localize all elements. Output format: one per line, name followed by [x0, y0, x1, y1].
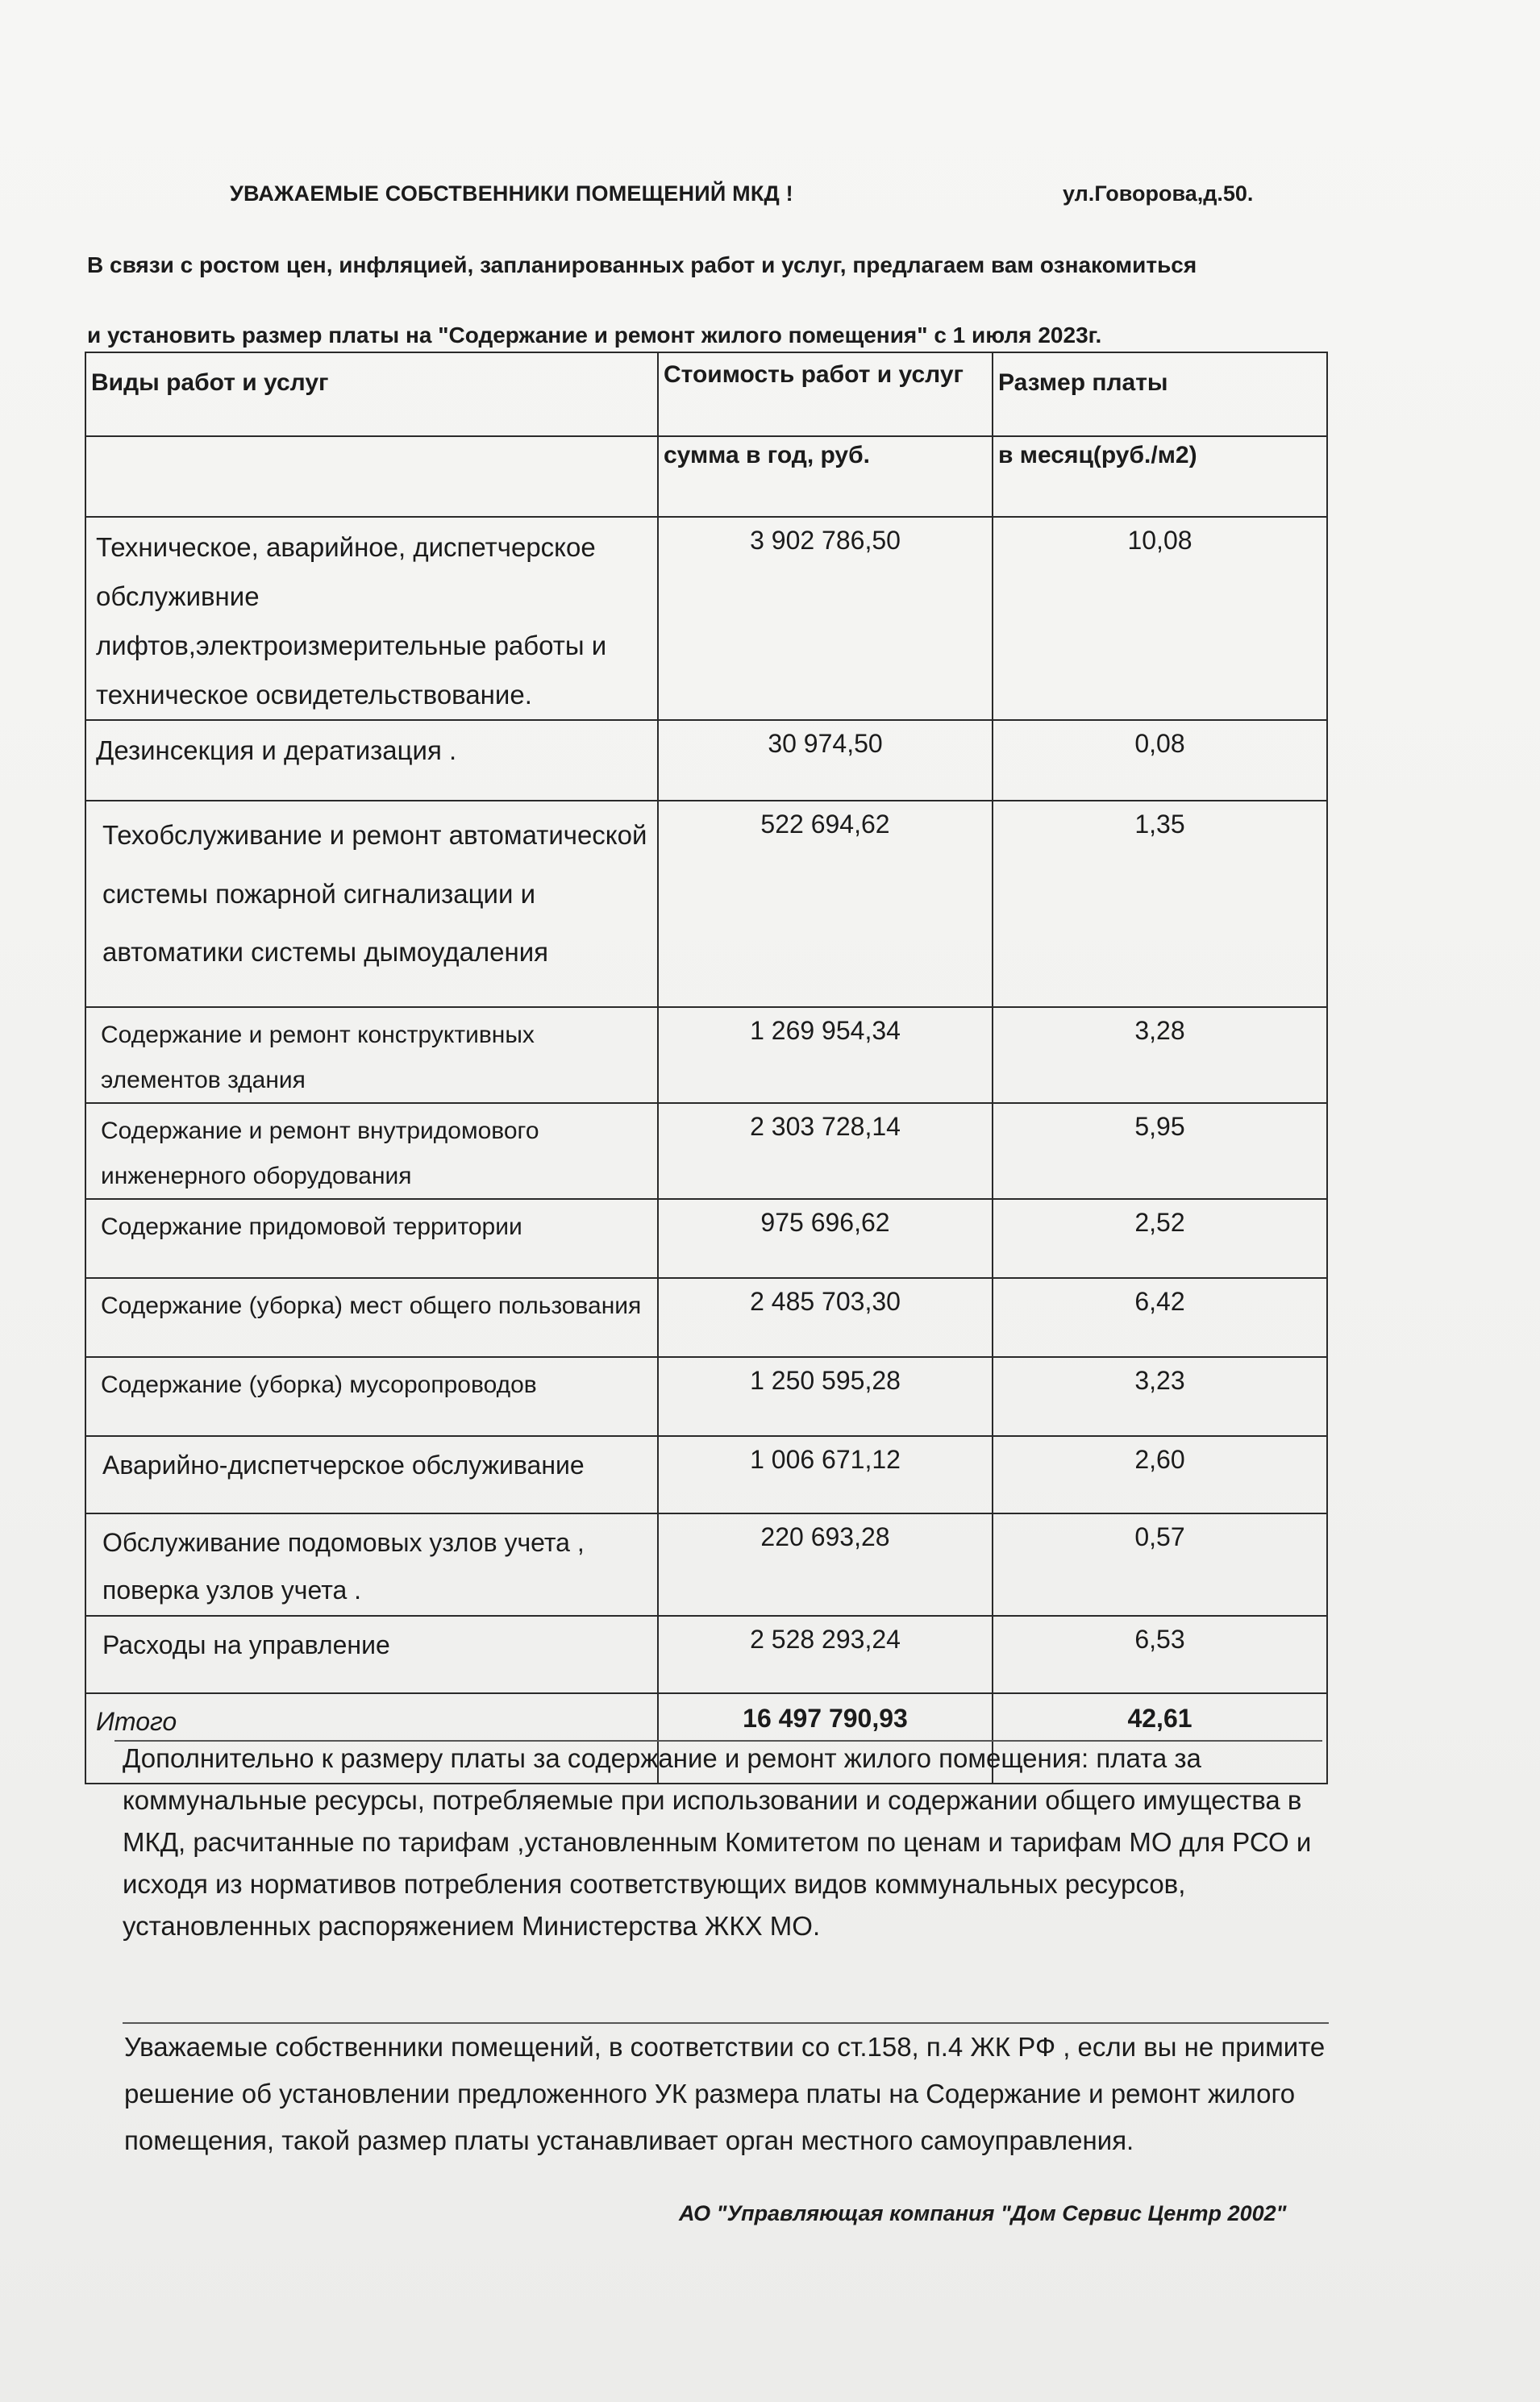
company-signature: АО "Управляющая компания "Дом Сервис Центр 2002": [679, 2201, 1287, 2225]
service-rate: 3,23: [1134, 1366, 1185, 1396]
total-label: Итого: [96, 1706, 177, 1736]
service-rate: 3,28: [1134, 1016, 1185, 1046]
intro-line-2: и установить размер платы на "Содержание и ремонт жилого помещения" с 1 июля 2023г.: [87, 323, 1102, 348]
header-cost-unit: сумма в год, руб.: [664, 442, 870, 468]
legal-notice-paragraph: Уважаемые собственники помещений, в соответствии со ст.158, п.4 ЖК РФ , если вы не примите решение об установлении предложенного УК размера платы на Содержание и ремонт жилого помещения, такой размер платы устанавливает орган местного самоуправления.: [124, 2032, 1326, 2155]
service-rate: 5,95: [1134, 1112, 1185, 1142]
table-row: [85, 1007, 1327, 1103]
table-row: [85, 1103, 1327, 1199]
header-cell: [993, 352, 1327, 436]
service-sum: 1 250 595,28: [750, 1366, 901, 1396]
tariff-table: [85, 352, 1328, 1784]
service-sum: 975 696,62: [760, 1208, 890, 1238]
table-row: [85, 517, 1327, 720]
service-name: Техническое, аварийное, диспетчерское обслуживние лифтов,электроизмерительные работы и техническое освидетельствование.: [96, 532, 607, 710]
service-sum: 2 303 728,14: [750, 1112, 901, 1142]
table-row: [85, 1513, 1327, 1615]
service-rate: 2,52: [1134, 1208, 1185, 1238]
table-row: [85, 801, 1327, 1007]
service-sum: 30 974,50: [768, 729, 883, 759]
service-name: Обслуживание подомовых узлов учета , поверка узлов учета .: [102, 1528, 585, 1605]
service-sum: 2 528 293,24: [750, 1624, 901, 1654]
service-rate: 10,08: [1127, 526, 1192, 555]
service-name: Содержание придомовой территории: [101, 1213, 522, 1241]
address: ул.Говорова,д.50.: [1063, 181, 1254, 206]
service-name: Содержание (уборка) мест общего пользования: [101, 1293, 642, 1320]
table-row: [85, 1278, 1327, 1357]
header-cell: [658, 436, 993, 517]
table-row: [85, 720, 1327, 801]
header-cost: Стоимость работ и услуг: [664, 361, 964, 388]
table-row: [85, 1616, 1327, 1693]
service-rate: 2,60: [1134, 1445, 1185, 1475]
service-name: Аварийно-диспетчерское обслуживание: [102, 1451, 585, 1480]
page-title: УВАЖАЕМЫЕ СОБСТВЕННИКИ ПОМЕЩЕНИЙ МКД !: [230, 181, 793, 206]
header-rate-unit: в месяц(руб./м2): [998, 442, 1197, 468]
service-rate: 6,42: [1134, 1287, 1185, 1317]
header-cell: [85, 436, 658, 517]
header-services: Виды работ и услуг: [91, 369, 329, 396]
service-name: Дезинсекция и дератизация .: [96, 735, 457, 766]
table-row: [85, 1436, 1327, 1513]
service-name: Расходы на управление: [102, 1630, 390, 1659]
service-sum: 2 485 703,30: [750, 1287, 901, 1317]
table-row: [85, 1199, 1327, 1278]
header-cell: [658, 352, 993, 436]
total-rate: 42,61: [1127, 1703, 1192, 1733]
service-rate: 6,53: [1134, 1624, 1185, 1654]
total-sum: 16 497 790,93: [743, 1703, 908, 1733]
additional-info-paragraph: Дополнительно к размеру платы за содержание и ремонт жилого помещения: плата за коммунальные ресурсы, потребляемые при использовании и содержании общего имущества в МКД, расчитанные по тарифам ,установленным Комитетом по ценам и тарифам МО для РСО и исходя из нормативов потребления соответствующих видов коммунальных ресурсов, установленных распоряжением Министерства ЖКХ МО.: [123, 1743, 1312, 1941]
service-name: Техобслуживание и ремонт автоматической системы пожарной сигнализации и автоматики системы дымоудаления: [102, 820, 647, 968]
header-cell: [85, 352, 658, 436]
table-subheader-row: [85, 436, 1327, 517]
service-sum: 1 006 671,12: [750, 1445, 901, 1475]
service-sum: 220 693,28: [760, 1522, 890, 1552]
service-sum: 522 694,62: [760, 810, 890, 839]
service-name: Содержание и ремонт внутридомового инженерного оборудования: [101, 1118, 539, 1189]
intro-line-1: В связи с ростом цен, инфляцией, запланированных работ и услуг, предлагаем вам ознакомиться: [87, 252, 1197, 277]
header-rate: Размер платы: [998, 369, 1168, 396]
header-cell: [993, 436, 1327, 517]
service-sum: 3 902 786,50: [750, 526, 901, 555]
service-rate: 0,57: [1134, 1522, 1185, 1552]
service-rate: 1,35: [1134, 810, 1185, 839]
table-row: [85, 1357, 1327, 1436]
service-name: Содержание и ремонт конструктивных элементов здания: [101, 1022, 535, 1093]
table-header-row: [85, 352, 1327, 436]
service-name: Содержание (уборка) мусоропроводов: [101, 1372, 537, 1399]
service-sum: 1 269 954,34: [750, 1016, 901, 1046]
service-rate: 0,08: [1134, 729, 1185, 759]
